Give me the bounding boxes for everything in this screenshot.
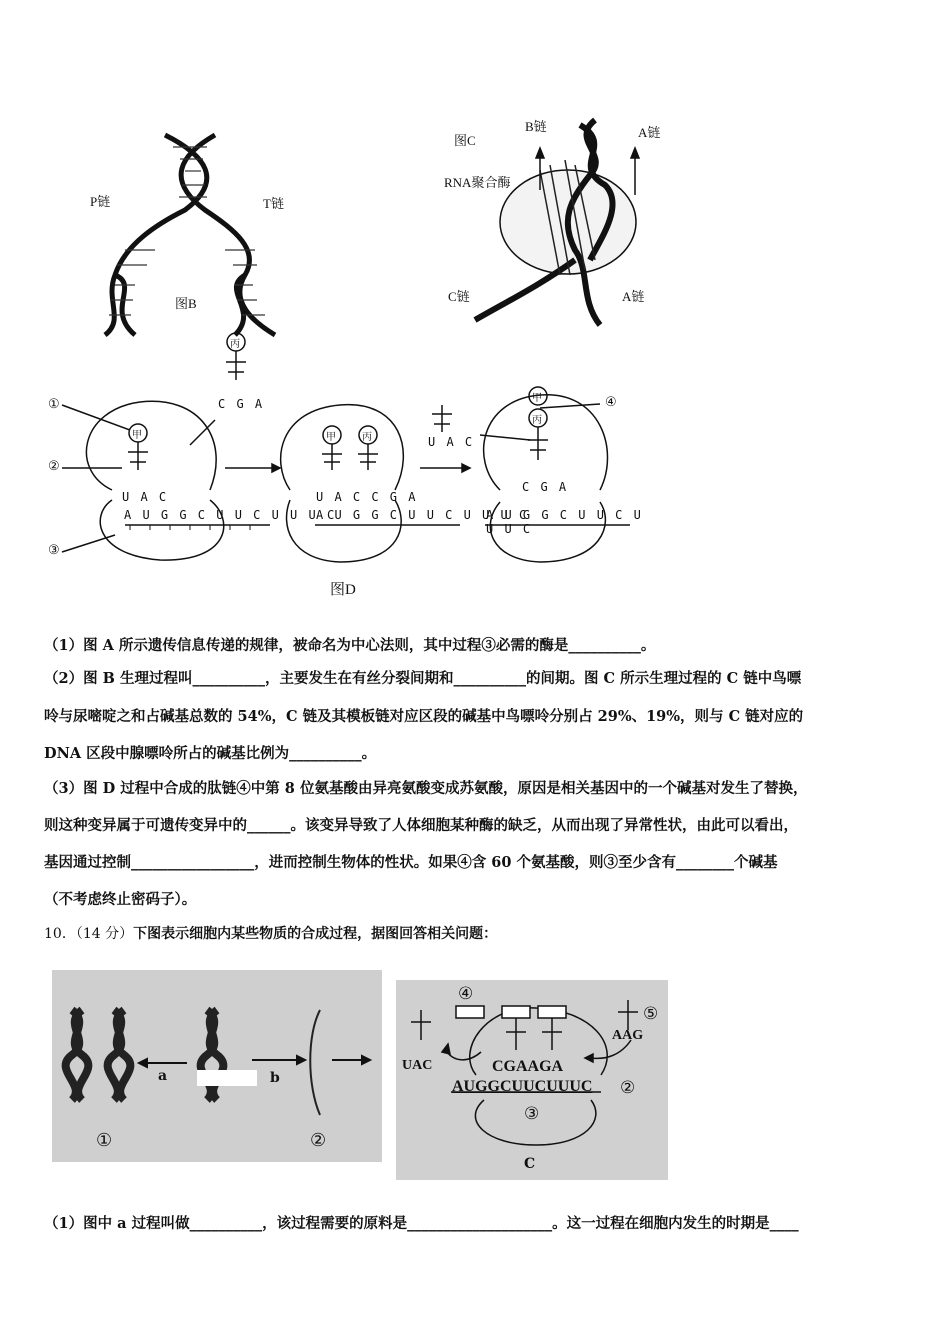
- ribosome-1-large: [86, 401, 216, 490]
- figure-label-3: ③: [524, 1104, 540, 1124]
- translation-diagram: [40, 330, 660, 610]
- figure-b-label: 图B: [175, 296, 197, 311]
- question-2-line-1: （2）图 B 生理过程叫__________，主要发生在有丝分裂间期和__________的间期。图 C 所示生理过程的 C 链中鸟嘌: [44, 670, 802, 687]
- stage1-mrna: A U G G C U U C U U U C: [124, 508, 337, 522]
- amino-acid-jia-2: 甲: [326, 432, 336, 443]
- figure-d-label: 图D: [330, 582, 356, 598]
- stage3-mrna: A U G G C U U C U U U C: [486, 508, 643, 536]
- stage2-anticodon: U A C C G A: [316, 490, 418, 504]
- question-3-line-4: （不考虑终止密码子）。: [44, 891, 197, 908]
- question-3-line-1: （3）图 D 过程中合成的肽链④中第 8 位氨基酸由异亮氨酸变成苏氨酸，原因是相关基因中的一个碱基对发生了替换，: [44, 780, 808, 797]
- figure-label-2-right: ②: [620, 1078, 636, 1098]
- figure-d: [40, 330, 660, 610]
- figure-c: [440, 110, 670, 340]
- marker-3: ③: [48, 542, 60, 557]
- question-2-line-3: DNA 区段中腺嘌呤所占的碱基比例为__________。: [44, 745, 377, 762]
- process-b-label: b: [270, 1070, 280, 1086]
- figure-label-4: ④: [458, 984, 474, 1004]
- anticodons-in-ribosome: CGAAGA: [492, 1058, 564, 1075]
- marker-4: ④: [605, 394, 617, 409]
- process-a-label: a: [158, 1068, 168, 1084]
- anticodon-aag: AAG: [612, 1028, 644, 1043]
- anticodon-uac-free: U A C: [428, 435, 475, 449]
- obscured-patch: [197, 1070, 257, 1086]
- ribosome-3-large: [484, 395, 608, 490]
- t-chain-label: T链: [263, 196, 284, 211]
- question-10-number: 10．（14 分）: [44, 926, 134, 942]
- a-chain-bottom-label: A链: [622, 289, 645, 304]
- question-3-line-3: 基因通过控制_________________，进而控制生物体的性状。如果④含 60 个氨基酸，则③至少含有________个碱基: [44, 854, 778, 871]
- a-chain-top-label: A链: [638, 125, 661, 140]
- amino-acid-bing-3: 丙: [532, 415, 542, 426]
- question-1: （1）图 A 所示遗传信息传递的规律，被命名为中心法则，其中过程③必需的酶是__________。: [44, 637, 656, 654]
- figure-q10-left: [52, 970, 382, 1162]
- rna-polymerase-label: RNA聚合酶: [444, 175, 511, 190]
- question-10-sub-1: （1）图中 a 过程叫做__________，该过程需要的原料是____________________。这一过程在细胞内发生的时期是____: [44, 1215, 799, 1232]
- figure-label-2: ②: [310, 1130, 327, 1151]
- stage3-anticodon: C G A: [522, 480, 569, 494]
- question-10-text: 下图表示细胞内某些物质的合成过程，据图回答相关问题：: [133, 926, 498, 942]
- amino-acid-bing-2: 丙: [362, 432, 372, 443]
- mrna-sequence: AUGGCUUCUUUC: [452, 1078, 593, 1095]
- amino-acid-jia-1: 甲: [132, 430, 142, 441]
- figure-c-label: 图C: [454, 133, 476, 148]
- c-chain-label: C链: [448, 289, 470, 304]
- anticodon-uac: UAC: [402, 1058, 433, 1073]
- stage1-anticodon: U A C: [122, 490, 169, 504]
- marker-2: ②: [48, 458, 60, 473]
- p-chain-label: P链: [90, 194, 111, 209]
- ribosome-2-large: [281, 405, 404, 490]
- figure-label-c: C: [524, 1156, 536, 1172]
- question-10-header: [44, 925, 497, 943]
- b-chain-label: B链: [525, 119, 547, 134]
- amino-acid-bing-free: 丙: [230, 339, 240, 350]
- stage2-mrna: A U G G C U U C U U U C: [316, 508, 529, 522]
- anticodon-cga-free: C G A: [218, 397, 265, 411]
- marker-1: ①: [48, 396, 60, 411]
- figure-b: [85, 125, 315, 345]
- question-2-line-2: 呤与尿嘧啶之和占碱基总数的 54%，C 链及其模板链对应区段的碱基中鸟嘌呤分别占 29%、19%，则与 C 链对应的: [44, 708, 804, 725]
- figure-label-1: ①: [96, 1130, 113, 1151]
- figure-q10-right: [396, 980, 668, 1180]
- figure-label-5: ⑤: [643, 1004, 659, 1024]
- dna-replication-diagram: [85, 125, 315, 345]
- amino-acid-jia-3: 甲: [532, 393, 542, 404]
- question-3-line-2: 则这种变异属于可遗传变异中的______。该变异导致了人体细胞某种酶的缺乏，从而出现了异常性状，由此可以看出，: [44, 817, 798, 834]
